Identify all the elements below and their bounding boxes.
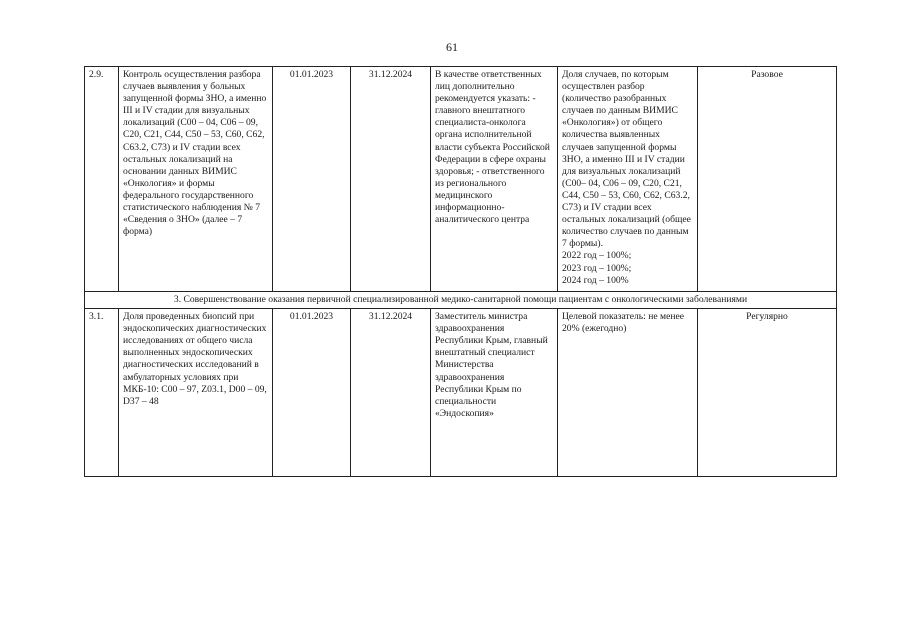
table-row	[85, 309, 837, 477]
frequency-cell: Регулярно	[698, 309, 837, 477]
page-number: 61	[446, 40, 458, 54]
measure-name: Контроль осуществления разбора случаев выявления у больных запущенной формы ЗНО, а именно III и IV стадии для визуальных локализаций (С00 – 04, С06 – 09, С20, С21, С44, С50 – 53, С60, С62, С63.2, С73) и IV стадии всех остальных локализаций на основании данных ВИМИС «Онкология» и формы федерального государственного статистического наблюдения № 7 «Сведения о ЗНО» (далее – 7 форма)	[119, 67, 273, 292]
frequency-cell: Разовое	[698, 67, 837, 292]
responsible-cell: В качестве ответственных лиц дополнительно рекомендуется указать: - главного внештатного специалиста-онколога органа исполнительной власти субъекта Российской Федерации в сфере охраны здоровья; - ответственного из регионального медицинского информационно-аналитического центра	[431, 67, 558, 292]
start-date: 01.01.2023	[273, 67, 351, 292]
indicator-text: Доля случаев, по которым осуществлен разбор (количество разобранных случаев по данным ВИМИС «Онкология») от общего количества выявленных случаев запущенной формы ЗНО, а именно III и IV стадии для визуальных локализаций (С00– 04, С06 – 09, С20, С21, С44, С50 – 53, С60, С62, С63.2, С73) и IV стадии всех остальных локализаций (общее количество случаев по данным 7 формы).	[562, 69, 691, 250]
indicator-year: 2022 год – 100%;	[562, 250, 632, 262]
section-row	[85, 292, 837, 309]
section-heading: 3. Совершенствование оказания первичной специализированной медико-санитарной помощи пациентам с онкологическими заболеваниями	[85, 292, 837, 309]
row-number: 3.1.	[85, 309, 119, 477]
plan-table	[84, 66, 837, 477]
measure-name: Доля проведенных биопсий при эндоскопических диагностических исследованиях от общего числа выполненных эндоскопических диагностических исследований в амбулаторных условиях при МКБ-10: С00 – 97, Z03.1, D00 – 09, D37 – 48	[119, 309, 273, 477]
end-date: 31.12.2024	[351, 67, 431, 292]
end-date: 31.12.2024	[351, 309, 431, 477]
indicator-cell	[558, 67, 698, 292]
row-number: 2.9.	[85, 67, 119, 292]
indicator-year: 2024 год – 100%	[562, 274, 629, 286]
indicator-cell: Целевой показатель: не менее 20% (ежегодно)	[558, 309, 698, 477]
responsible-cell: Заместитель министра здравоохранения Республики Крым, главный внештатный специалист Министерства здравоохранения Республики Крым по специальности «Эндоскопия»	[431, 309, 558, 477]
start-date: 01.01.2023	[273, 309, 351, 477]
table-row	[85, 67, 837, 292]
indicator-year: 2023 год – 100%;	[562, 262, 632, 274]
